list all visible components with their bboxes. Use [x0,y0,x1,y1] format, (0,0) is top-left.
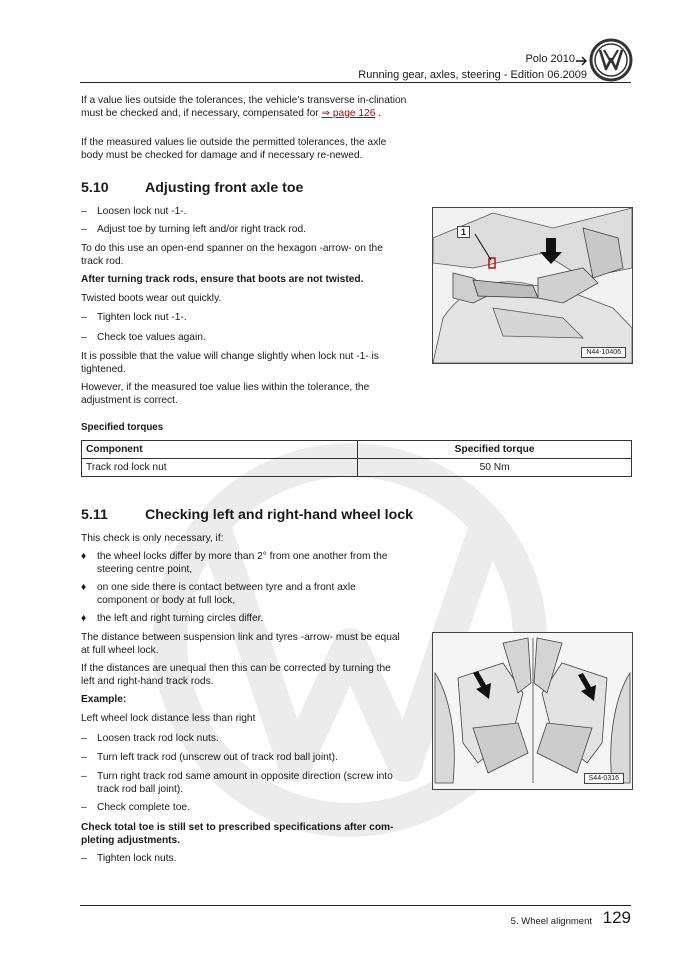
figure-id-label: S44-0316 [584,773,624,784]
distance-paragraph: The distance between suspension link and tyres -arrow- must be equal at full wheel lock. [81,632,400,656]
header-rule [80,82,631,83]
correction-paragraph: If the distances are unequal then this can be corrected by turning the left and right-hand track rods. [81,663,391,687]
example-text: Left wheel lock distance less than right [81,713,256,724]
callout-1: 1 [457,226,470,238]
diamond-bullet-icon: ♦ [81,613,87,624]
step-check-complete-toe: – Check complete toe. [81,802,407,815]
value-change-note: It is possible that the value will change slightly when lock nut -1- is tightened. [81,351,379,375]
section-511-heading: 5.11 Checking left and right-hand wheel lock [81,507,414,523]
footer-section: 5. Wheel alignment [510,916,592,927]
header-subtitle: Running gear, axles, steering - Edition 06.2009 [358,69,587,81]
intro-paragraph-2: If the measured values lie outside the permitted tolerances, the axle body must be checked for damage and if necessary re-newed. [81,137,387,161]
spanner-paragraph: To do this use an open-end spanner on the hexagon -arrow- on the track rod. [81,243,383,267]
column-header-torque: Specified torque [358,441,632,459]
figure-id-label: N44-10406 [581,347,626,358]
cell-component: Track rod lock nut [82,459,358,477]
list-item: ♦ on one side there is contact between tyre and a front axle component or body at full lock, [81,582,356,606]
footer-rule [80,905,631,906]
header-model: Polo 2010 [525,53,575,65]
tolerance-note: However, if the measured toe value lies within the tolerance, the adjustment is correct. [81,382,370,406]
example-label: Example: [81,694,127,705]
step-loosen-nuts: – Loosen track rod lock nuts. [81,733,407,746]
step-loosen-lock-nut: – Loosen lock nut -1-. [81,206,407,219]
torques-heading: Specified torques [81,422,164,433]
step-tighten-nuts: – Tighten lock nuts. [81,853,407,866]
list-item: ♦ the left and right turning circles differ. [81,613,264,624]
check-intro: This check is only necessary, if: [81,533,224,544]
table-row [82,459,632,477]
track-rod-figure [432,207,633,364]
diamond-bullet-icon: ♦ [81,551,87,562]
wheel-lock-illustration [433,633,632,789]
section-510-heading: 5.10 Adjusting front axle toe [81,180,304,196]
total-toe-note: Check total toe is still set to prescribed specifications after com-pleting adjustments. [81,822,394,846]
page-number: 129 [602,908,631,927]
twisted-boots-note: Twisted boots wear out quickly. [81,293,222,304]
boots-warning: After turning track rods, ensure that boots are not twisted. [81,274,364,285]
wheel-lock-figure [432,632,633,790]
page-link[interactable]: ⇒ page 126 [321,107,376,119]
step-adjust-toe: – Adjust toe by turning left and/or right track rod. [81,224,407,237]
torque-table [81,440,632,477]
diamond-bullet-icon: ♦ [81,582,87,593]
step-turn-left-rod: – Turn left track rod (unscrew out of track rod ball joint). [81,752,407,765]
table-header-row [82,441,632,459]
intro-paragraph-1: If a value lies outside the tolerances, the vehicle's transverse in-clination must be checked and, if necessary, compensated for ⇒ page 126 . [81,95,407,119]
step-tighten-lock-nut: – Tighten lock nut -1-. [81,312,407,325]
arrow-right-icon [576,56,588,66]
cell-torque: 50 Nm [358,459,632,477]
step-turn-right-rod: – Turn right track rod same amount in opposite direction (screw into track rod ball joint). [81,771,407,796]
list-item: ♦ the wheel locks differ by more than 2° from one another from the steering centre point, [81,551,388,575]
step-check-toe: – Check toe values again. [81,332,407,345]
column-header-component: Component [82,441,358,459]
vw-logo-icon [589,38,633,82]
